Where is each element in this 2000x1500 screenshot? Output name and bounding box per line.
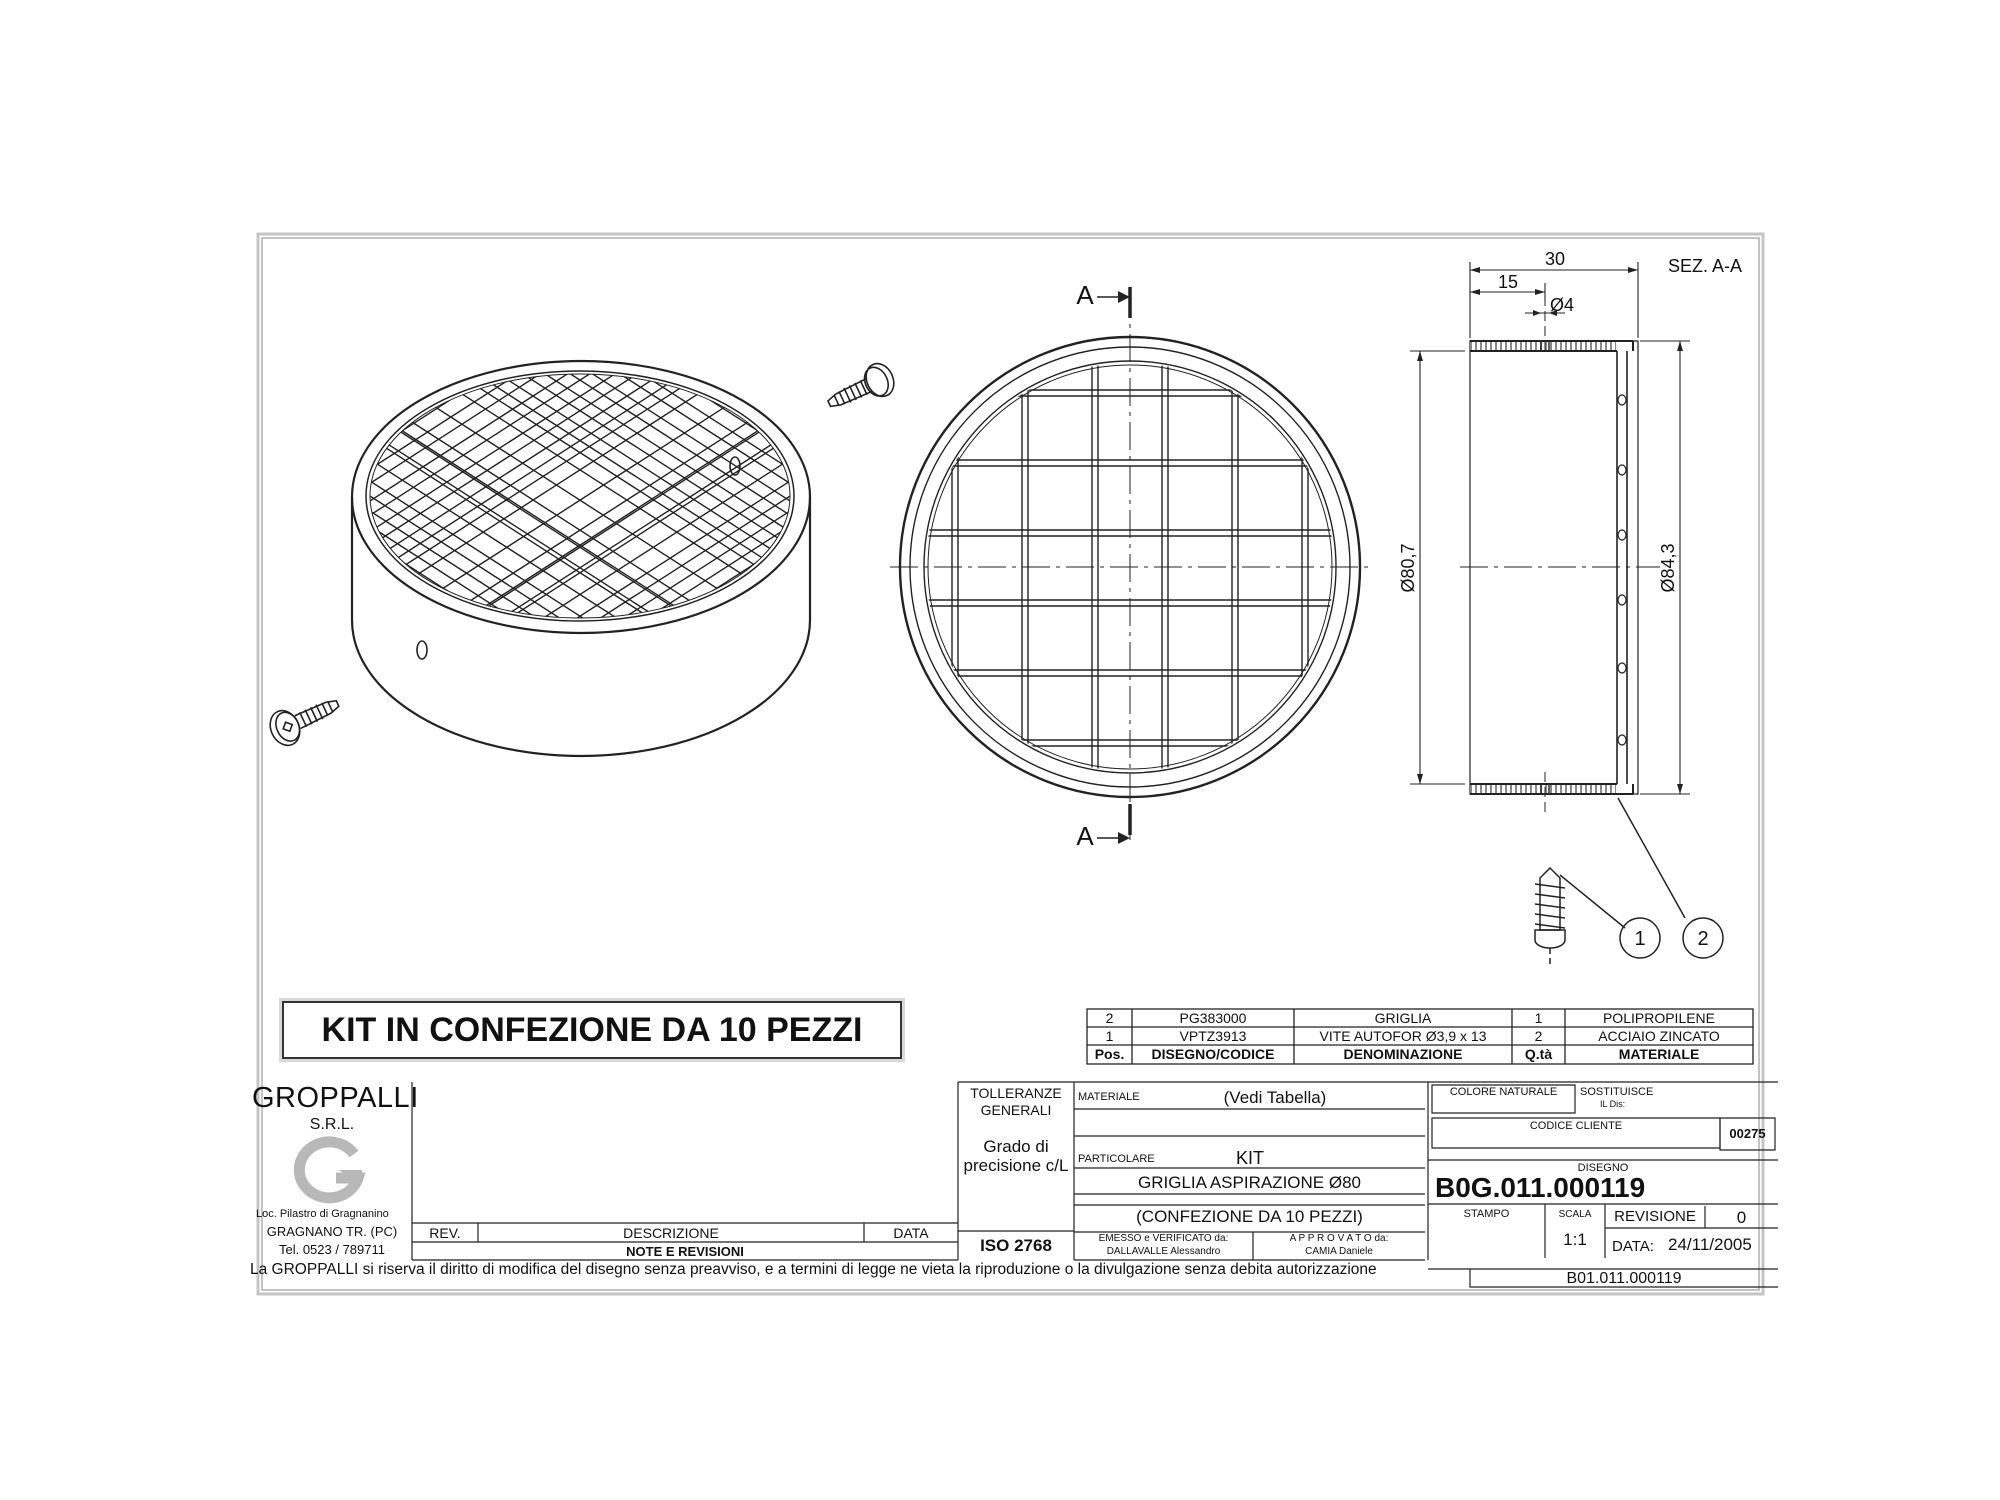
- screw-icon: [265, 687, 345, 750]
- approved-label: A P P R O V A T O da:: [1289, 1233, 1389, 1244]
- company-suffix: S.R.L.: [309, 1116, 355, 1133]
- company-logo-icon: [292, 1134, 372, 1206]
- disclaimer-text: La GROPPALLI si riserva il diritto di modifica del disegno senza preavviso, e a termini di legge ne vieta la riproduzione o la divulgazione senza debita autorizzazione: [250, 1261, 1377, 1278]
- company-name: GROPPALLI: [252, 1082, 419, 1114]
- replaces-sub: IL Dis:: [1600, 1099, 1626, 1109]
- bom-header: MATERIALE: [1618, 1046, 1700, 1062]
- section-label: SEZ. A-A: [1668, 256, 1743, 276]
- bom-header: DENOMINAZIONE: [1343, 1046, 1463, 1062]
- section-a-a-view: [1410, 262, 1690, 812]
- part-label: PARTICOLARE: [1078, 1153, 1155, 1165]
- screw-icon: [1535, 868, 1565, 966]
- dim-hole: Ø4: [1549, 295, 1575, 315]
- stamp-label: STAMPO: [1463, 1208, 1510, 1220]
- color-label: COLORE NATURALE: [1449, 1086, 1558, 1098]
- kit-title: KIT IN CONFEZIONE DA 10 PEZZI: [282, 1001, 902, 1059]
- material-label: MATERIALE: [1078, 1091, 1140, 1103]
- dim-inner-diameter: Ø80,7: [1398, 543, 1418, 593]
- archive-code: B01.011.000119: [1566, 1270, 1682, 1287]
- bom-header: Q.tà: [1524, 1046, 1553, 1062]
- iso-standard: ISO 2768: [980, 1236, 1052, 1255]
- bom-cell: PG383000: [1179, 1010, 1247, 1026]
- bom-header: DISEGNO/CODICE: [1151, 1046, 1275, 1062]
- dim-half: 15: [1497, 272, 1519, 292]
- part-description-1: GRIGLIA ASPIRAZIONE Ø80: [1138, 1173, 1361, 1192]
- bom-cell: GRIGLIA: [1374, 1010, 1432, 1026]
- replaces-label: SOSTITUISCE: [1580, 1086, 1654, 1098]
- bom-cell: 1: [1105, 1028, 1114, 1044]
- precision-grade: Grado di precisione c/L: [963, 1137, 1069, 1175]
- customer-code-label: CODICE CLIENTE: [1529, 1120, 1623, 1132]
- dim-outer-diameter: Ø84,3: [1658, 543, 1678, 593]
- isometric-grille-view: [220, 252, 940, 792]
- scale-value: 1:1: [1563, 1230, 1587, 1249]
- bom-cell: VITE AUTOFOR Ø3,9 x 13: [1319, 1028, 1487, 1044]
- tolerances-label: TOLLERANZE GENERALI: [970, 1085, 1062, 1118]
- customer-code-value: 00275: [1729, 1126, 1766, 1141]
- company-address-2: GRAGNANO TR. (PC): [266, 1224, 398, 1239]
- part-value: KIT: [1235, 1148, 1264, 1168]
- part-description-2: (CONFEZIONE DA 10 PEZZI): [1136, 1207, 1363, 1226]
- scale-label: SCALA: [1558, 1209, 1592, 1220]
- drawing-number: B0G.011.000119: [1435, 1172, 1646, 1203]
- bom-cell: 1: [1534, 1010, 1543, 1026]
- company-block: [252, 1082, 419, 1260]
- notes-revisions-label: NOTE E REVISIONI: [626, 1244, 744, 1259]
- bom-cell: VPTZ3913: [1179, 1028, 1247, 1044]
- section-letter-bottom: A: [1076, 821, 1094, 851]
- company-address-1: Loc. Pilastro di Gragnanino: [256, 1208, 389, 1220]
- front-grille-view: [890, 287, 1370, 844]
- bom-header: Pos.: [1094, 1046, 1125, 1062]
- date-label: DATA:: [1612, 1238, 1654, 1255]
- date-col-header: DATA: [893, 1225, 929, 1241]
- balloon-1: 1: [1634, 928, 1646, 950]
- rev-col-header: REV.: [429, 1225, 461, 1241]
- company-phone: Tel. 0523 / 789711: [278, 1242, 385, 1257]
- dim-width: 30: [1544, 249, 1566, 269]
- bom-cell: 2: [1105, 1010, 1114, 1026]
- screw-icon: [822, 359, 899, 419]
- section-letter-top: A: [1076, 280, 1094, 310]
- drawing-label: DISEGNO: [1577, 1162, 1629, 1174]
- desc-col-header: DESCRIZIONE: [623, 1225, 719, 1241]
- issued-label: EMESSO e VERIFICATO da:: [1098, 1233, 1229, 1244]
- bom-cell: POLIPROPILENE: [1602, 1010, 1716, 1026]
- balloon-2: 2: [1697, 928, 1709, 950]
- approved-by: CAMIA Daniele: [1305, 1246, 1373, 1257]
- date-value: 24/11/2005: [1668, 1235, 1752, 1254]
- issued-by: DALLAVALLE Alessandro: [1106, 1246, 1221, 1257]
- revision-value: 0: [1736, 1208, 1747, 1227]
- revision-label: REVISIONE: [1614, 1208, 1696, 1225]
- bom-cell: ACCIAIO ZINCATO: [1598, 1028, 1720, 1044]
- material-value: (Vedi Tabella): [1223, 1088, 1327, 1107]
- bom-cell: 2: [1534, 1028, 1543, 1044]
